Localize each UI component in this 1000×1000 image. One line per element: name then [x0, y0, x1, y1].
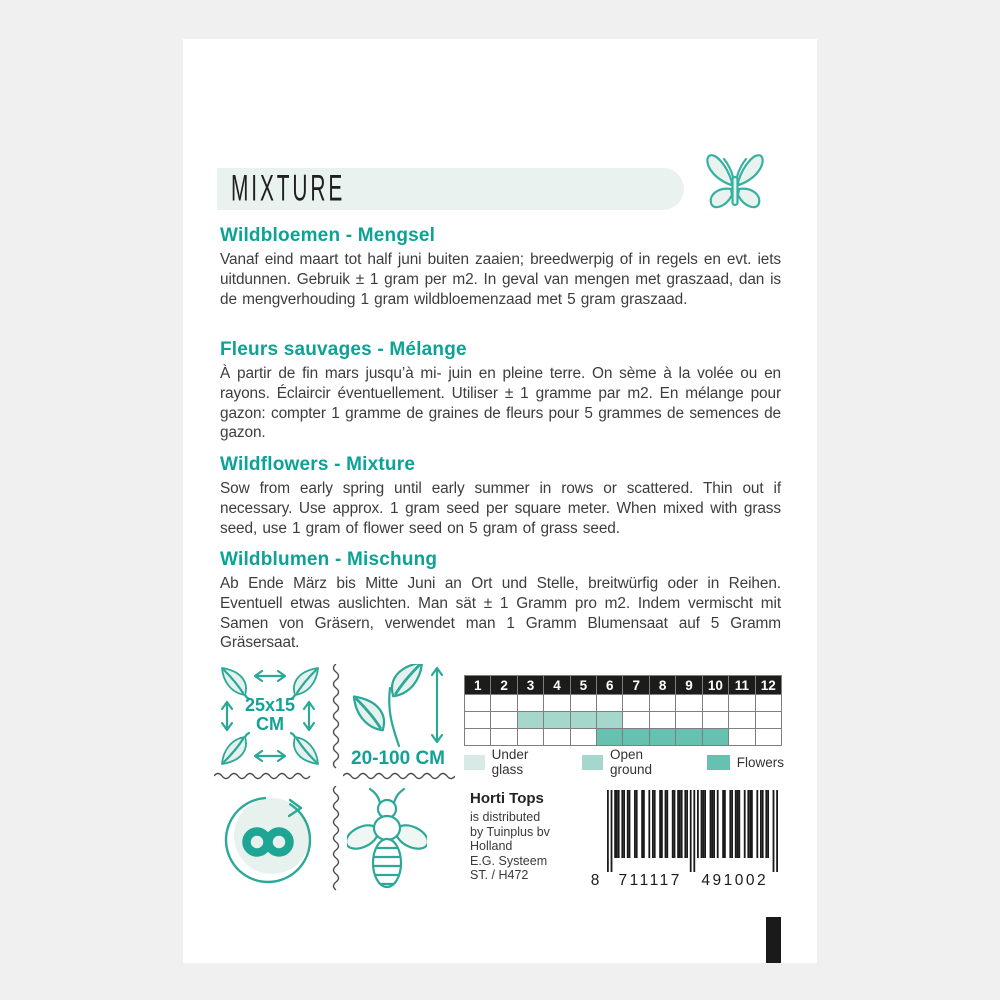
calendar-cell	[491, 729, 517, 746]
distributor-line: E.G. Systeem	[470, 853, 548, 868]
calendar-month-cell: 10	[703, 676, 729, 695]
calendar-cell	[756, 695, 782, 712]
calendar-cell	[465, 729, 491, 746]
calendar-cell	[597, 695, 623, 712]
section-english	[220, 454, 781, 538]
calendar-cell	[703, 695, 729, 712]
calendar-cell	[650, 729, 676, 746]
divider-wavy-horizontal	[214, 772, 312, 780]
butterfly-icon	[703, 150, 767, 216]
calendar-cell	[544, 695, 570, 712]
calendar-cell	[491, 712, 517, 729]
spacing-value-line2: CM	[256, 714, 284, 734]
calendar-cell	[676, 729, 702, 746]
calendar-cell	[544, 712, 570, 729]
distributor-line: is distributed	[470, 810, 541, 824]
calendar-month-cell: 5	[571, 676, 597, 695]
section-heading-dutch: Wildbloemen - Mengsel	[220, 225, 436, 246]
legend-swatch	[707, 755, 730, 770]
distributor-block	[470, 790, 590, 883]
calendar-cell	[518, 712, 544, 729]
calendar-cell	[650, 712, 676, 729]
calendar-row	[465, 712, 782, 729]
legend-swatch	[464, 755, 485, 770]
variety-banner	[217, 168, 684, 210]
variety-title: MIXTURE	[231, 167, 346, 209]
calendar-cell	[571, 729, 597, 746]
sowing-calendar	[464, 675, 782, 746]
calendar-month-cell: 7	[623, 676, 649, 695]
calendar-cell	[465, 712, 491, 729]
seed-packet-back	[183, 39, 817, 963]
calendar-cell	[703, 712, 729, 729]
calendar-month-cell: 2	[491, 676, 517, 695]
svg-text:8: 8	[590, 872, 600, 889]
section-dutch	[220, 225, 781, 309]
calendar-cell	[729, 712, 755, 729]
calendar-cell	[676, 695, 702, 712]
spacing-value	[213, 696, 327, 734]
divider-wavy-horizontal	[343, 772, 455, 780]
calendar-cell	[571, 712, 597, 729]
calendar-month-row	[465, 676, 782, 695]
section-heading-english: Wildflowers - Mixture	[220, 454, 416, 475]
distributor-line: Holland	[470, 839, 513, 853]
perennial-cycle-icon	[221, 793, 315, 887]
calendar-row	[465, 695, 782, 712]
calendar-month-cell: 8	[650, 676, 676, 695]
calendar-cell	[676, 712, 702, 729]
section-body-german: Ab Ende März bis Mitte Juni an Ort und Stelle, breitwürfig oder in Reihen. Eventuell etwas auslichten. Man sät ± 1 Gramm pro m2. Indem vermischt mit Samen von Gräsern, verwendet man 1 Gramm Blumensaat auf 5 Gramm Gräsersaat.	[220, 575, 781, 652]
distributor-line: ST. / H472	[470, 868, 529, 882]
calendar-grid-body	[465, 695, 782, 746]
section-body-dutch: Vanaf eind maart tot half juni buiten zaaien; breedwerpig of in regels en evt. iets uitdunnen. Gebruik ± 1 gram per m2. In geval van mengen met graszaad, dan is de mengverhouding 1 gram wildbloemenzaad met 5 gram graszaad.	[220, 251, 781, 308]
calendar-month-cell: 3	[518, 676, 544, 695]
svg-text:711117: 711117	[618, 872, 682, 889]
calendar-cell	[491, 695, 517, 712]
legend-item	[707, 755, 784, 770]
distributor-lines	[470, 810, 590, 883]
calendar-month-cell: 1	[465, 676, 491, 695]
svg-text:491002: 491002	[701, 872, 769, 889]
spacing-value-line1: 25x15	[244, 695, 296, 715]
calendar-month-cell: 11	[729, 676, 755, 695]
section-heading-french: Fleurs sauvages - Mélange	[220, 339, 467, 360]
legend-label: Under glass	[491, 747, 529, 777]
calendar-cell	[465, 695, 491, 712]
section-french	[220, 339, 781, 443]
calendar-cell	[756, 729, 782, 746]
calendar-cell	[571, 695, 597, 712]
legend-item	[582, 747, 680, 777]
calendar-month-cell: 4	[544, 676, 570, 695]
calendar-month-cell: 12	[756, 676, 782, 695]
legend-item	[464, 747, 556, 777]
calendar-cell	[597, 729, 623, 746]
calendar-cell	[623, 695, 649, 712]
section-body-french: À partir de fin mars jusqu’à mi- juin en pleine terre. On sème à la volée ou en rayons. Éclaircir éventuellement. Utiliser ± 1 gramme par m2. En mélange pour gazon: compter 1 gramme de graines de fleurs pour 5 grammes de semences de gazon.	[220, 365, 781, 442]
calendar-legend	[464, 747, 784, 777]
legend-label: Flowers	[736, 754, 784, 770]
barcode	[583, 789, 781, 889]
calendar-cell	[650, 695, 676, 712]
calendar-cell	[518, 729, 544, 746]
legend-swatch	[582, 755, 603, 770]
legend-label: Open ground	[609, 747, 653, 777]
calendar-row	[465, 729, 782, 746]
calendar-cell	[623, 729, 649, 746]
calendar-cell	[703, 729, 729, 746]
distributor-line: by Tuinplus bv	[470, 824, 550, 839]
distributor-name: Horti Tops	[470, 790, 544, 807]
bee-icon	[347, 788, 427, 894]
calendar-cell	[756, 712, 782, 729]
plant-spacing-icon	[213, 664, 327, 768]
calendar-cell	[518, 695, 544, 712]
section-heading-german: Wildblumen - Mischung	[220, 549, 438, 570]
calendar-cell	[597, 712, 623, 729]
plant-height-icon	[345, 664, 451, 768]
calendar-month-cell: 6	[597, 676, 623, 695]
divider-wavy-vertical	[332, 786, 340, 896]
section-body-english: Sow from early spring until early summer in rows or scattered. Thin out if necessary. Use approx. 1 gram seed per square meter. When mixed with grass seed, use 1 gram of flower seed on 5 gram of grass seed.	[220, 480, 781, 537]
height-value: 20-100 CM	[351, 748, 445, 769]
print-registration-mark	[766, 917, 781, 963]
calendar-cell	[623, 712, 649, 729]
calendar-cell	[544, 729, 570, 746]
section-german	[220, 549, 781, 653]
calendar-cell	[729, 695, 755, 712]
calendar-month-cell: 9	[676, 676, 702, 695]
calendar-cell	[729, 729, 755, 746]
